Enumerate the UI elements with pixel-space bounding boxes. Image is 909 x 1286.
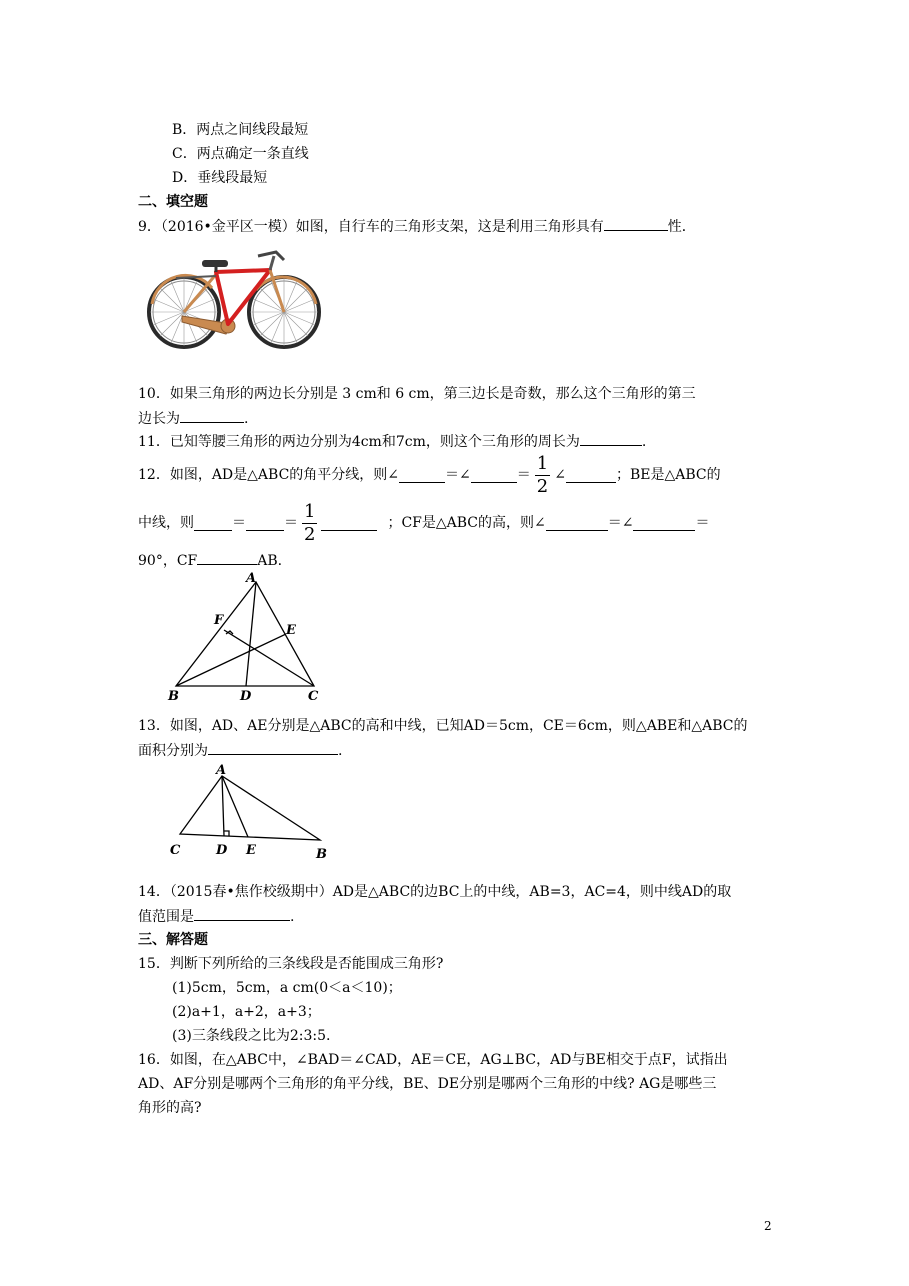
fraction-one-half: $\frac{1}{2}$ [536,452,549,497]
label-d: D [240,689,252,704]
q14-blank[interactable] [194,906,290,921]
question-16-line3: 角形的高? [138,1100,202,1116]
q12-blank-9[interactable] [197,550,257,565]
label-c: C [308,689,319,704]
question-11: 11．已知等腰三角形的两边分别为4cm和7cm，则这个三角形的周长为 . [138,431,646,452]
q8-option-b: B．两点之间线段最短 [172,122,309,138]
question-9: 9．（2016•金平区一模）如图，自行车的三角形支架，这是利用三角形具有 性． [138,216,696,237]
q8-option-d: D．垂线段最短 [172,170,268,186]
triangle-figure-q12 [168,572,328,704]
q11-blank[interactable] [580,431,642,446]
q8-option-c: C．两点确定一条直线 [172,146,309,162]
q12-blank-2[interactable] [471,468,517,483]
section-solution-heading: 三、解答题 [138,932,208,948]
label-b: B [316,847,327,862]
question-15-stem: 15．判断下列所给的三条线段是否能围成三角形? [138,956,444,972]
label-f: F [214,613,224,628]
question-12-line1: 12．如图，AD是△ABC的角平分线，则∠ ＝ ∠ ＝ $\frac{1}{2}$ ∠ ；BE是△ABC的 [138,452,721,497]
question-13-line1: 13．如图，AD、AE分别是△ABC的高和中线，已知AD＝5cm，CE＝6cm，则△ABE和△ABC的 [138,718,748,734]
triangle-figure-q13 [168,762,338,862]
q12-blank-7[interactable] [546,516,608,531]
question-12-line3: 90°，CF AB. [138,550,282,571]
q13-blank[interactable] [208,740,338,755]
question-15-item-2: (2)a+1，a+2，a+3； [172,1004,321,1020]
q12-blank-5[interactable] [246,516,284,531]
q12-blank-3[interactable] [566,468,616,483]
question-10-line1: 10．如果三角形的两边长分别是 3 cm和 6 cm，第三边长是奇数，那么这个三角形的第三 [138,386,696,402]
question-13-line2: 面积分别为 . [138,740,342,761]
label-c: C [170,843,181,858]
label-e: E [246,843,256,858]
question-15-item-1: (1)5cm，5cm，a cm(0＜a＜10)； [172,980,402,996]
label-b: B [168,689,179,704]
q10-blank[interactable] [180,408,244,423]
page-number: 2 [764,1219,772,1233]
question-12-line2: 中线，则 ＝ ＝ $\frac{1}{2}$ ；CF是△ABC的高，则∠ ＝ ∠ ＝ [138,500,710,545]
q12-blank-6[interactable] [321,516,377,531]
q12-blank-4[interactable] [194,516,232,531]
question-10-line2: 边长为 . [138,408,248,429]
question-16-line2: AD、AF分别是哪两个三角形的角平分线，BE、DE分别是哪两个三角形的中线? AG是哪些三 [138,1076,717,1092]
label-a: A [246,571,257,586]
label-e: E [286,623,296,638]
question-15-item-3: (3)三条线段之比为2:3:5. [172,1028,331,1044]
bicycle-image [146,238,322,356]
label-d: D [216,843,228,858]
question-16-line1: 16．如图，在△ABC中，∠BAD＝∠CAD，AE＝CE，AG⊥BC，AD与BE相交于点F，试指出 [138,1052,728,1068]
question-14-line2: 值范围是 . [138,906,294,927]
fraction-one-half-2: $\frac{1}{2}$ [304,500,316,545]
q12-blank-8[interactable] [633,516,695,531]
label-a: A [216,763,227,778]
section-fill-in-blank-heading: 二、填空题 [138,194,208,210]
q12-blank-1[interactable] [399,468,445,483]
question-14-line1: 14．（2015春•焦作校级期中）AD是△ABC的边BC上的中线，AB=3，AC=4，则中线AD的取 [138,884,732,900]
q9-blank[interactable] [604,216,668,231]
